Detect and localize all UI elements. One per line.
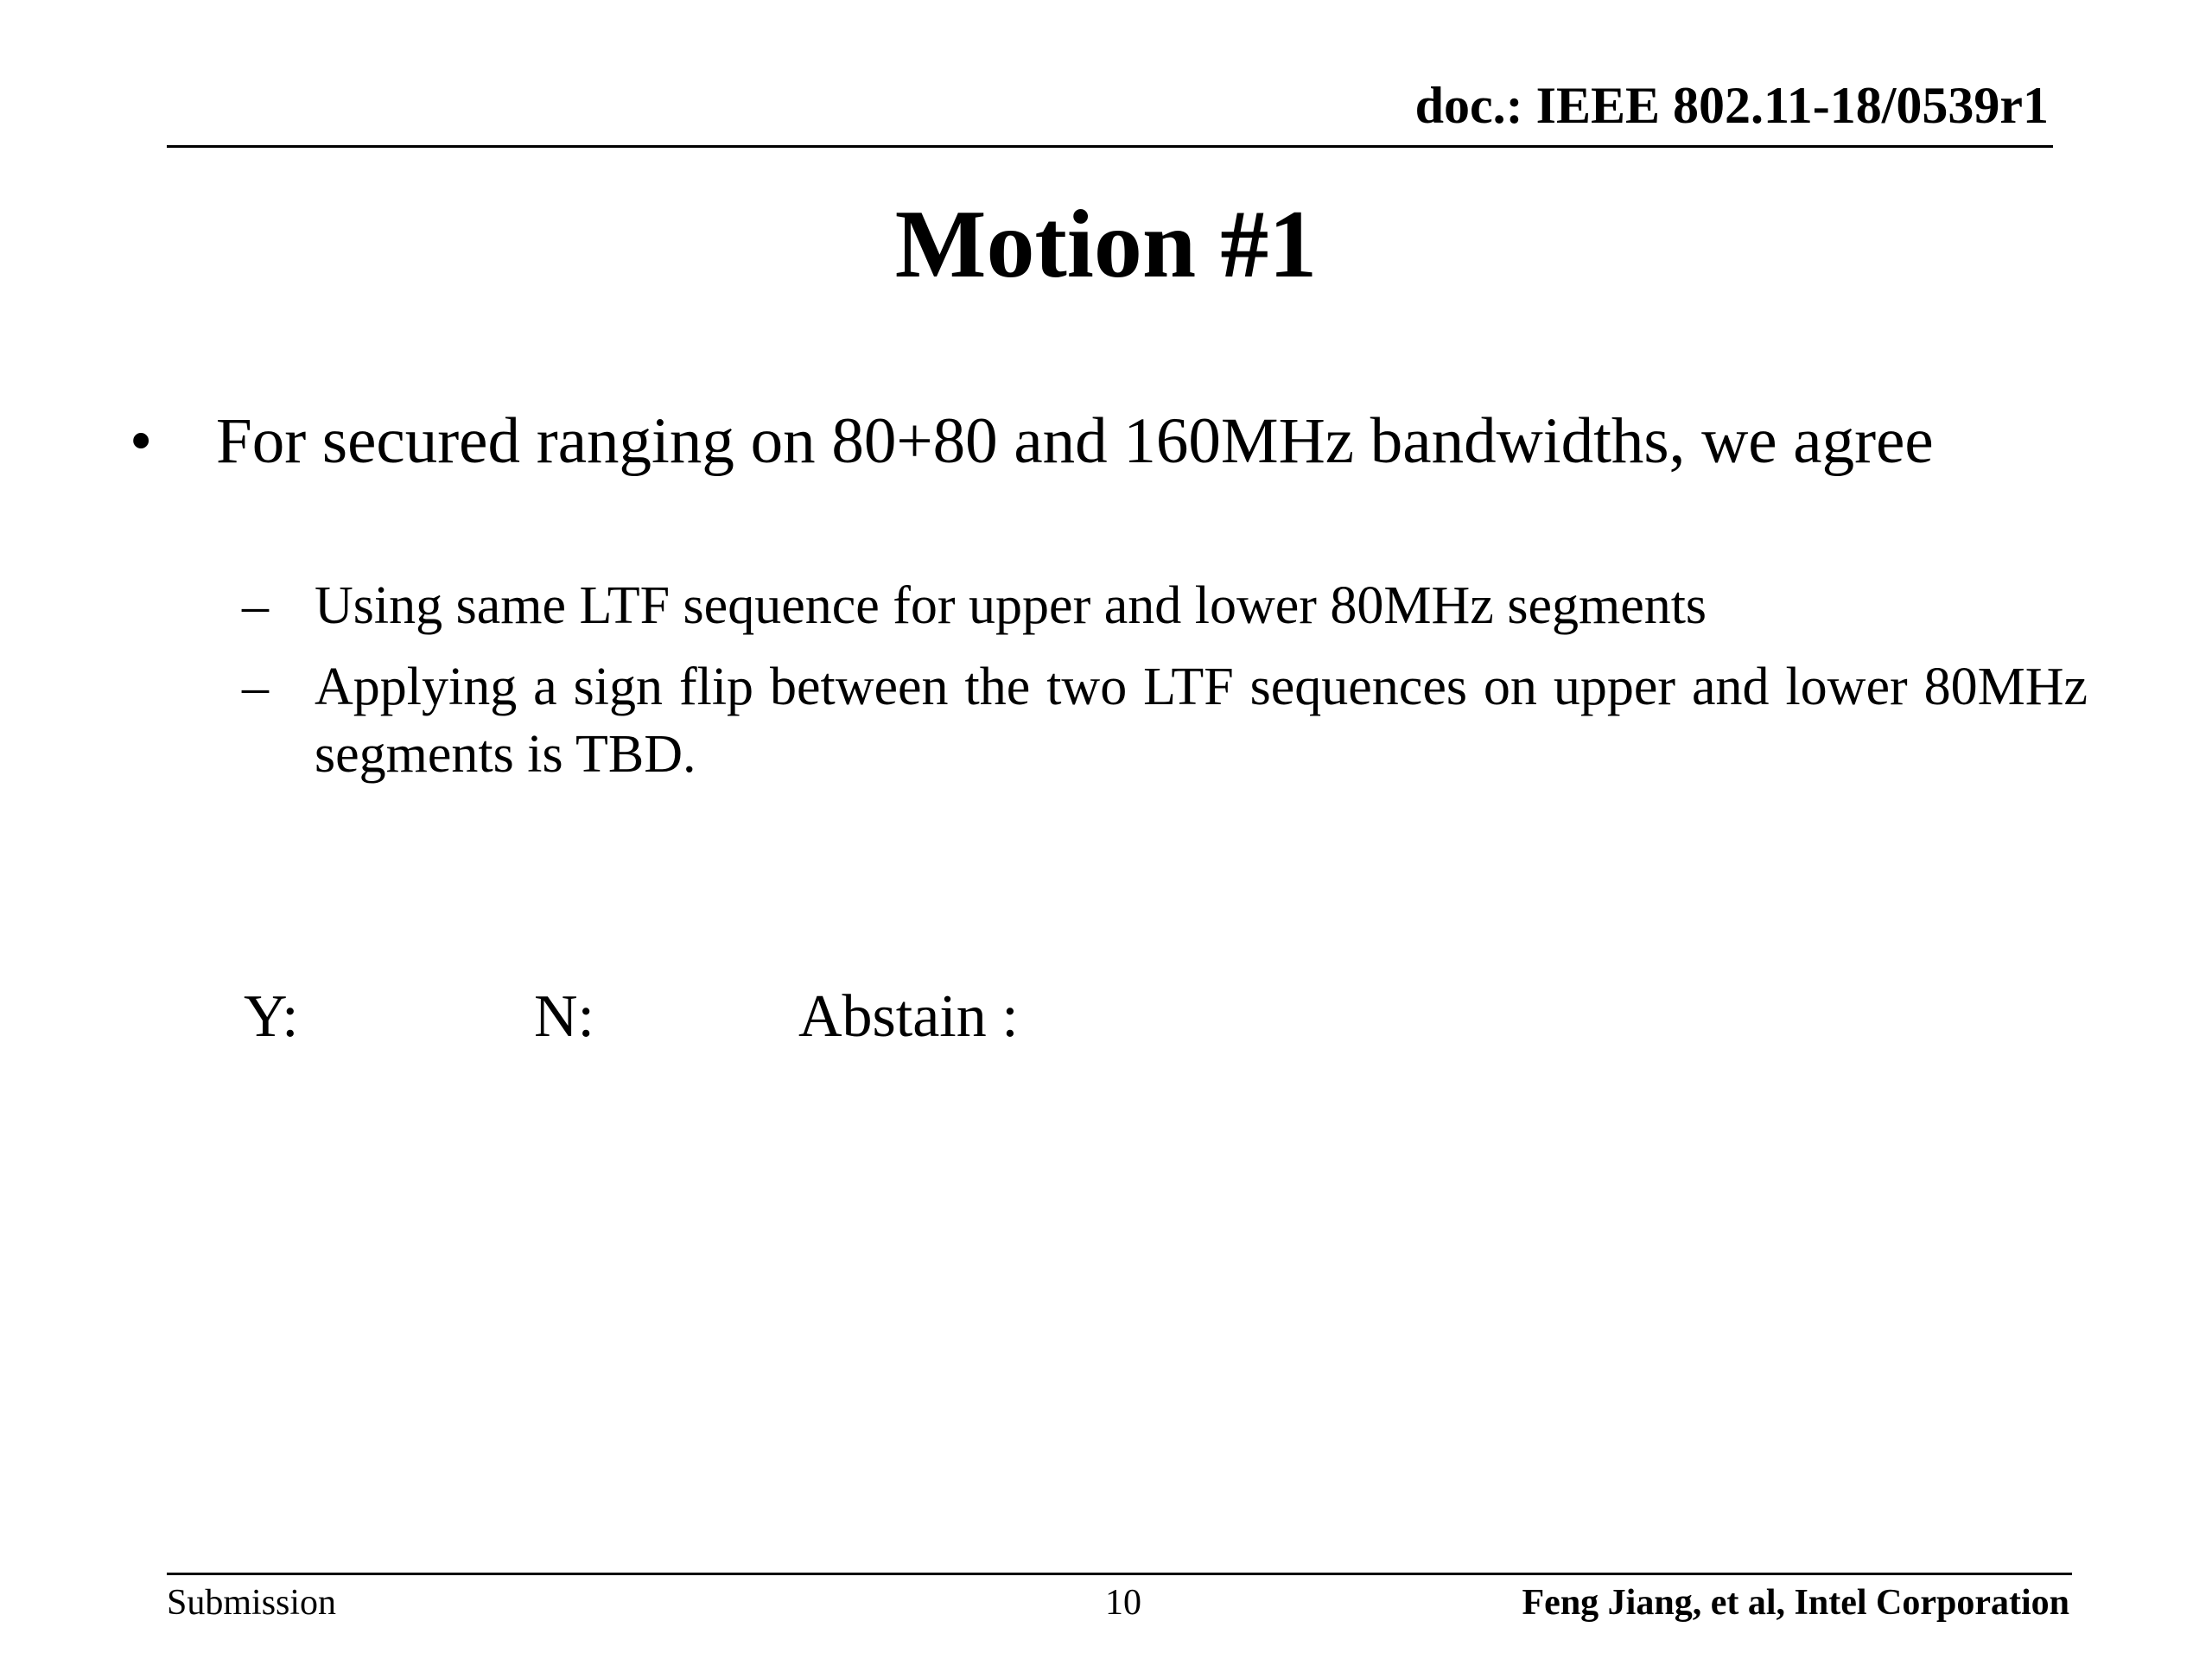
- page-number: 10: [1105, 1583, 1141, 1623]
- vote-no-label: N:: [534, 983, 594, 1050]
- vote-abstain-label: Abstain :: [798, 983, 1019, 1050]
- sub-bullet-marker: –: [242, 576, 269, 635]
- footer-divider: [167, 1573, 2072, 1575]
- document-id: doc.: IEEE 802.11-18/0539r1: [1414, 77, 2049, 134]
- sub-bullet-marker: –: [242, 658, 269, 716]
- bullet-marker: •: [130, 405, 153, 477]
- footer-author: Feng Jiang, et al, Intel Corporation: [1522, 1583, 2069, 1623]
- sub-bullet-text: Using same LTF sequence for upper and lower 80MHz segments: [315, 576, 1707, 635]
- header-divider: [167, 145, 2053, 148]
- footer-submission: Submission: [167, 1583, 337, 1623]
- vote-yes-label: Y:: [244, 983, 299, 1050]
- bullet-text: For secured ranging on 80+80 and 160MHz bandwidths, we agree: [216, 405, 1934, 477]
- slide-title: Motion #1: [894, 191, 1318, 298]
- sub-bullet-text: Applying a sign flip between the two LTF sequences on upper and lower 80MHz segments is TBD.: [315, 658, 2088, 784]
